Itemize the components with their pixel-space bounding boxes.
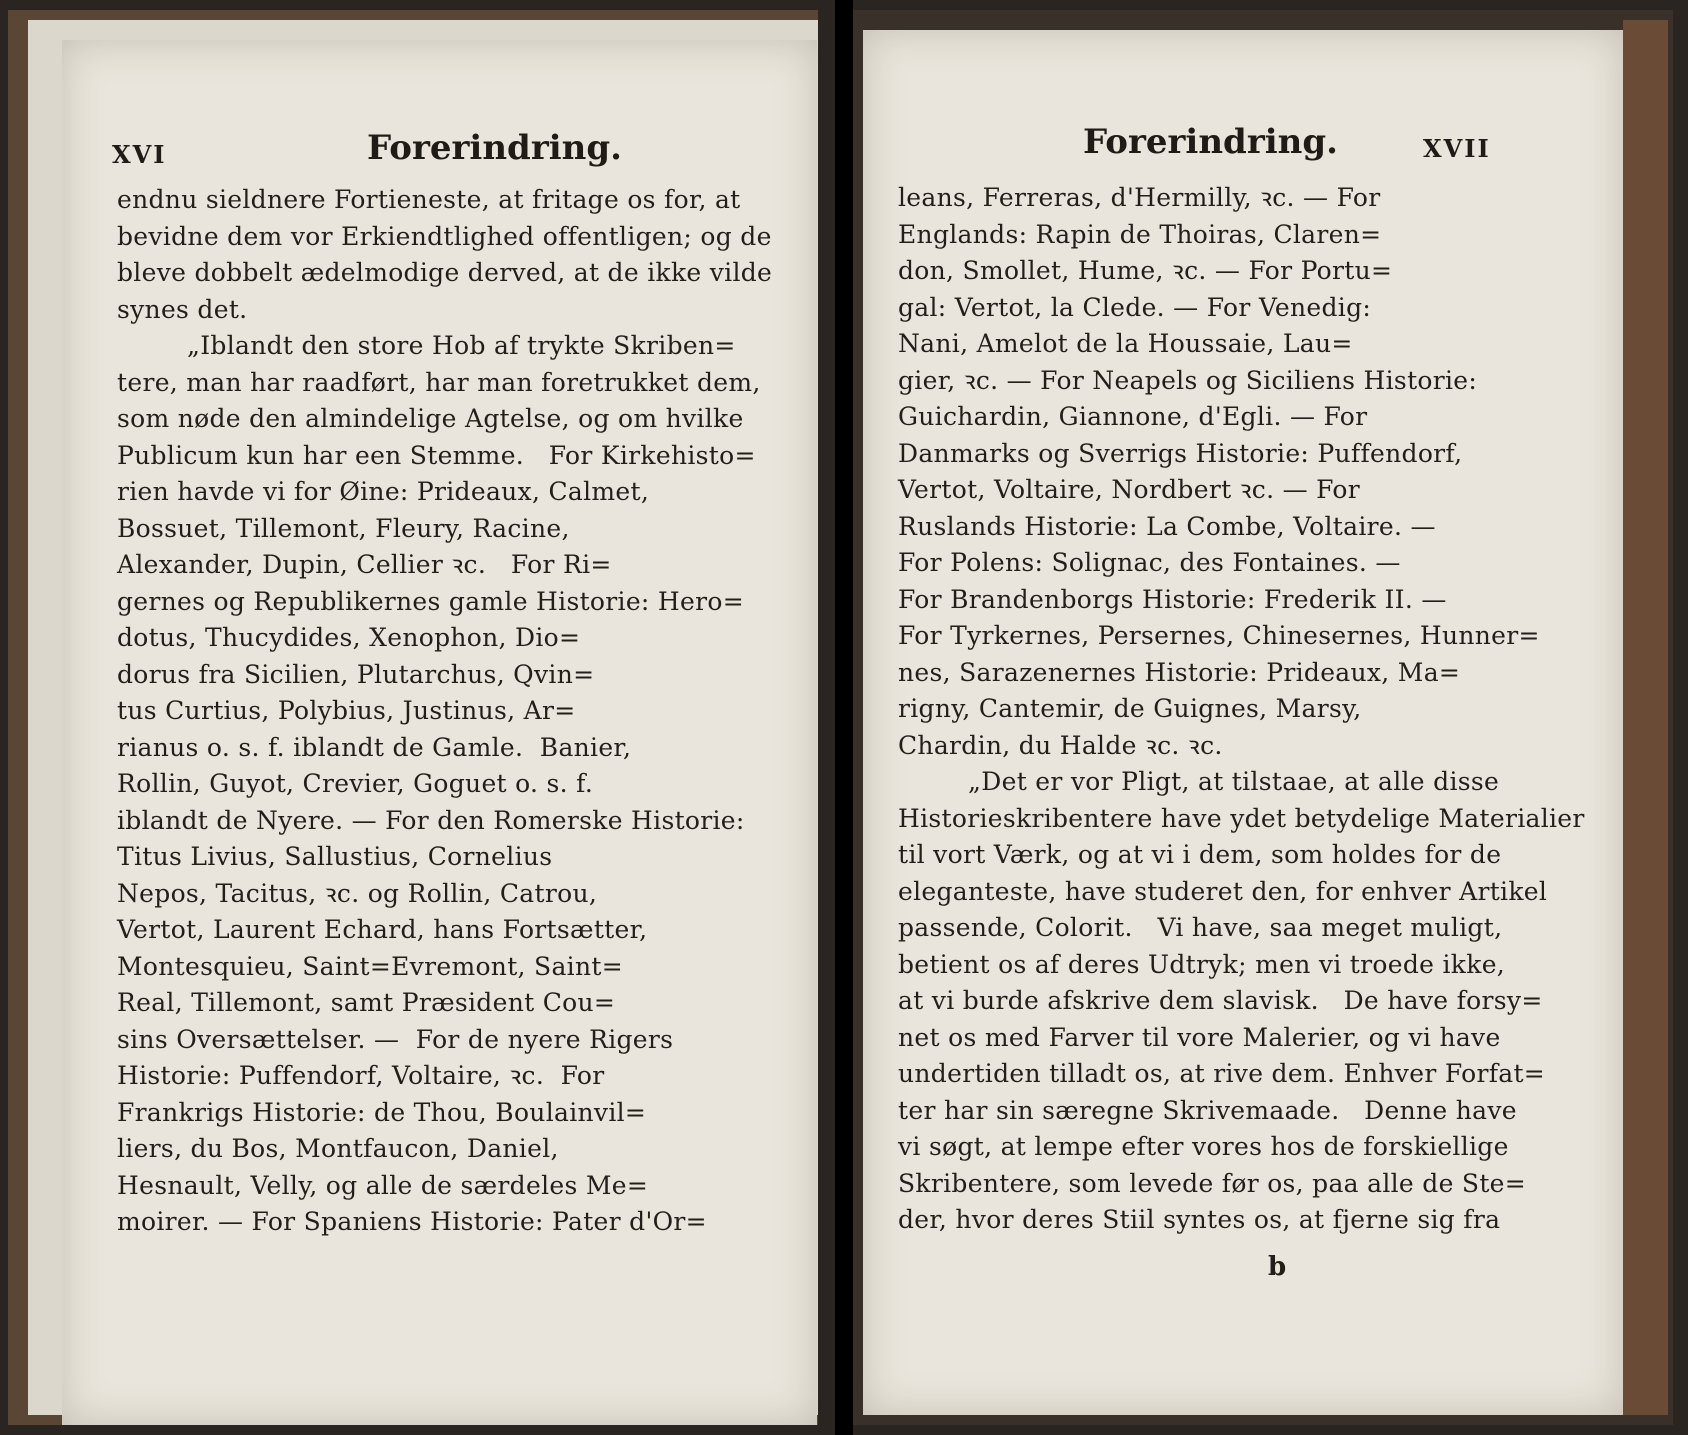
- text-line: For Tyrkernes, Persernes, Chinesernes, Hunner=: [898, 621, 1540, 650]
- text-line: gal: Vertot, la Clede. — For Venedig:: [898, 292, 1372, 322]
- text-line: moirer. — For Spaniens Historie: Pater d'Or=: [117, 1207, 707, 1236]
- text-line: Historieskribentere have ydet betydelige Materialier: [898, 803, 1585, 833]
- text-line: Vertot, Voltaire, Nordbert ꝛc. — For: [898, 475, 1361, 504]
- text-line: „Det er vor Pligt, at tilstaae, at alle disse: [968, 767, 1500, 796]
- text-line: eleganteste, have studeret den, for enhver Artikel: [898, 876, 1548, 906]
- left-running-head: [62, 128, 817, 178]
- text-line: der, hvor deres Stiil syntes os, at fjerne sig fra: [898, 1205, 1501, 1234]
- text-line: net os med Farver til vore Malerier, og vi have: [898, 1022, 1501, 1052]
- text-line: For Brandenborgs Historie: Frederik II. —: [898, 584, 1447, 614]
- text-line: dotus, Thucydides, Xenophon, Dio=: [117, 623, 581, 652]
- text-line: Hesnault, Velly, og alle de særdeles Me=: [117, 1170, 649, 1200]
- text-line: dorus fra Sicilien, Plutarchus, Qvin=: [117, 659, 595, 689]
- text-line: Nani, Amelot de la Houssaie, Lau=: [898, 329, 1353, 358]
- text-line: bleve dobbelt ædelmodige derved, at de ikke vilde: [117, 258, 773, 287]
- text-line: Titus Livius, Sallustius, Cornelius: [117, 842, 553, 871]
- text-line: For Polens: Solignac, des Fontaines. —: [898, 548, 1401, 577]
- text-line: undertiden tilladt os, at rive dem. Enhver Forfat=: [898, 1059, 1546, 1088]
- left-body-text: [117, 182, 807, 1241]
- left-page-scan: [0, 0, 835, 1435]
- text-line: ter har sin særegne Skrivemaade. Denne have: [898, 1095, 1517, 1125]
- text-line: Guichardin, Giannone, d'Egli. — For: [898, 402, 1368, 431]
- text-line: endnu sieldnere Fortieneste, at fritage os for, at: [117, 185, 741, 214]
- text-line: Publicum kun har een Stemme. For Kirkehisto=: [117, 440, 756, 470]
- text-line: gernes og Republikernes gamle Historie: Hero=: [117, 586, 744, 616]
- text-line: tus Curtius, Polybius, Justinus, Ar=: [117, 696, 576, 725]
- right-body-text: [898, 180, 1603, 1239]
- text-line: som nøde den almindelige Agtelse, og om hvilke: [117, 404, 744, 433]
- text-line: tere, man har raadført, har man foretrukket dem,: [117, 367, 761, 397]
- text-line: at vi burde afskrive dem slavisk. De have forsy=: [898, 986, 1543, 1015]
- text-line: Montesquieu, Saint=Evremont, Saint=: [117, 951, 623, 981]
- text-line: til vort Værk, og at vi i dem, som holdes for de: [898, 840, 1502, 869]
- text-line: Bossuet, Tillemont, Fleury, Racine,: [117, 513, 570, 543]
- text-line: liers, du Bos, Montfaucon, Daniel,: [117, 1134, 559, 1163]
- text-line: rianus o. s. f. iblandt de Gamle. Banier,: [117, 732, 632, 762]
- text-line: Vertot, Laurent Echard, hans Fortsætter,: [117, 915, 648, 944]
- text-line: Englands: Rapin de Thoiras, Claren=: [898, 219, 1382, 249]
- text-line: sins Oversættelser. — For de nyere Rigers: [117, 1024, 674, 1054]
- text-line: Nepos, Tacitus, ꝛc. og Rollin, Catrou,: [117, 878, 598, 908]
- text-line: iblandt de Nyere. — For den Romerske Historie:: [117, 805, 745, 835]
- text-line: Frankrigs Historie: de Thou, Boulainvil=: [117, 1097, 647, 1127]
- text-line: Danmarks og Sverrigs Historie: Puffendorf,: [898, 438, 1463, 468]
- text-line: Skribentere, som levede før os, paa alle de Ste=: [898, 1168, 1527, 1198]
- text-line: Historie: Puffendorf, Voltaire, ꝛc. For: [117, 1061, 605, 1090]
- text-line: leans, Ferreras, d'Hermilly, ꝛc. — For: [898, 183, 1381, 212]
- book-side-edge: [1623, 20, 1668, 1415]
- right-folio: XVII: [1423, 134, 1491, 163]
- right-running-head: [863, 122, 1623, 172]
- text-line: passende, Colorit. Vi have, saa meget muligt,: [898, 913, 1503, 942]
- right-running-title: Forerindring.: [1083, 122, 1338, 162]
- text-line: synes det.: [117, 294, 248, 324]
- text-line: Rollin, Guyot, Crevier, Goguet o. s. f.: [117, 769, 594, 798]
- text-line: rigny, Cantemir, de Guignes, Marsy,: [898, 694, 1362, 723]
- right-page: [863, 30, 1623, 1415]
- text-line: vi søgt, at lempe efter vores hos de forskiellige: [898, 1132, 1509, 1161]
- right-page-scan: [853, 0, 1688, 1435]
- text-line: Chardin, du Halde ꝛc. ꝛc.: [898, 730, 1223, 760]
- text-line: Real, Tillemont, samt Præsident Cou=: [117, 988, 616, 1017]
- text-line: nes, Sarazenernes Historie: Prideaux, Ma=: [898, 657, 1461, 687]
- text-line: don, Smollet, Hume, ꝛc. — For Portu=: [898, 256, 1393, 285]
- left-running-title: Forerindring.: [367, 128, 622, 168]
- text-line: Ruslands Historie: La Combe, Voltaire. —: [898, 511, 1436, 541]
- text-line: bevidne dem vor Erkiendtlighed offentligen; og de: [117, 221, 772, 251]
- text-line: betient os af deres Udtryk; men vi troede ikke,: [898, 949, 1506, 979]
- left-page: [62, 40, 817, 1425]
- left-folio: XVI: [112, 140, 167, 169]
- text-line: „Iblandt den store Hob af trykte Skriben=: [187, 331, 736, 360]
- text-line: gier, ꝛc. — For Neapels og Siciliens Historie:: [898, 365, 1478, 395]
- text-line: rien havde vi for Øine: Prideaux, Calmet,: [117, 477, 650, 506]
- signature-mark: b: [1268, 1252, 1287, 1282]
- text-line: Alexander, Dupin, Cellier ꝛc. For Ri=: [117, 550, 612, 579]
